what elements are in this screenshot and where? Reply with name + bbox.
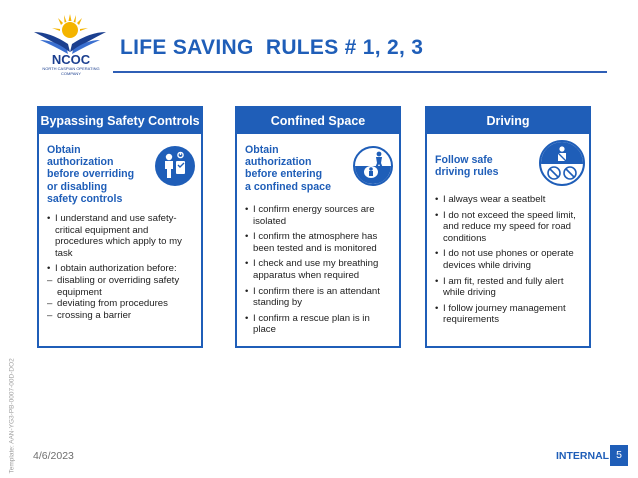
card-lead: Obtain authorization before overriding or disabling safety controls [47, 144, 135, 205]
logo-subtitle: NORTH CASPIAN OPERATING COMPANY [42, 66, 100, 76]
list-subitem: – disabling or overriding safety equipment [47, 275, 197, 298]
card-bypassing-safety-controls [37, 106, 203, 348]
card-lead: Obtain authorization before entering a confined space [245, 144, 331, 193]
list-item: • I do not use phones or operate devices while driving [435, 248, 585, 271]
driver-seatbelt-icon [539, 140, 585, 186]
confined-space-icon [353, 146, 393, 186]
list-subitem: – deviating from procedures [47, 298, 197, 310]
list-item: • I am fit, rested and fully alert while driving [435, 276, 585, 299]
list-item: • I obtain authorization before: [47, 263, 197, 275]
card-driving [425, 106, 591, 348]
list-item: • I confirm energy sources are isolated [245, 204, 395, 227]
list-item: • I confirm a rescue plan is in place [245, 313, 395, 336]
slide-title: LIFE SAVING RULES # 1, 2, 3 [120, 36, 424, 59]
card-header: Driving [427, 108, 589, 134]
list-item: • I check and use my breathing apparatus when required [245, 258, 395, 281]
list-item: • I understand and use safety-critical equipment and procedures which apply to my task [47, 213, 197, 259]
list-subitem: – crossing a barrier [47, 310, 197, 322]
card-header: Bypassing Safety Controls [39, 108, 201, 134]
page-number: 5 [610, 445, 628, 466]
list-item: • I confirm there is an attendant standing by [245, 286, 395, 309]
title-underline [113, 71, 607, 73]
card-header: Confined Space [237, 108, 399, 134]
list-item: • I confirm the atmosphere has been tested and is monitored [245, 231, 395, 254]
footer-date: 4/6/2023 [33, 450, 74, 462]
card-rules-list [47, 213, 197, 321]
logo-text: NCOC [51, 52, 91, 67]
list-item: • I always wear a seatbelt [435, 194, 585, 206]
card-confined-space [235, 106, 401, 348]
classification-label: INTERNAL [556, 450, 610, 462]
list-item: • I follow journey management requirements [435, 303, 585, 326]
person-with-tablet-icon [155, 146, 195, 186]
card-rules-list [435, 194, 585, 330]
card-lead: Follow safe driving rules [435, 154, 499, 179]
template-code: Template: AAN-YG3-PB-0007-00D-DO2 [8, 358, 16, 474]
card-rules-list [245, 204, 395, 340]
list-item: • I do not exceed the speed limit, and reduce my speed for road conditions [435, 210, 585, 245]
